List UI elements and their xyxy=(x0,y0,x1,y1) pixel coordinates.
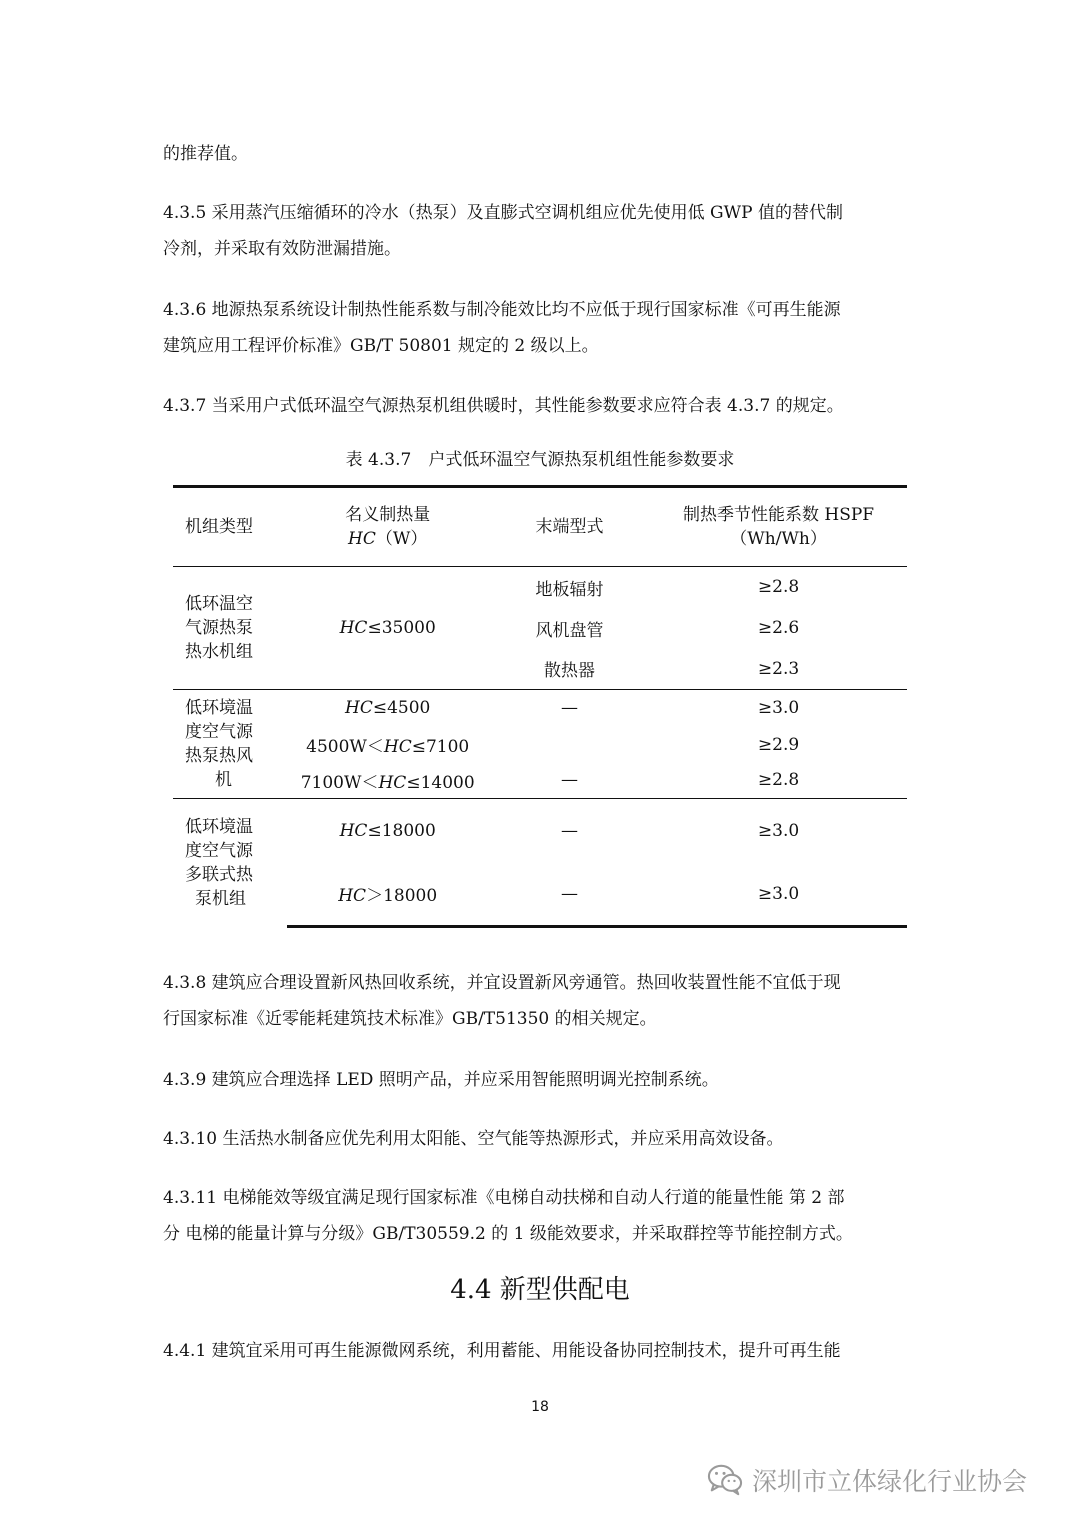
type-line: 多联式热 xyxy=(185,864,253,885)
header-terminal-type: 末端型式 xyxy=(489,487,650,567)
hc-suffix: ≤4500 xyxy=(372,698,431,719)
cell-heating-capacity xyxy=(287,799,489,863)
text-line: 冷剂，并采取有效防泄漏措施。 xyxy=(163,239,401,259)
type-line: 机 xyxy=(215,770,232,790)
page-number: 18 xyxy=(531,1399,549,1415)
hc-symbol: HC xyxy=(345,698,373,719)
cell-hspf: ≥2.9 xyxy=(757,734,800,755)
text-line: 4.4.1 建筑宜采用可再生能源微网系统，利用蓄能、用能设备协同控制技术，提升可再生能 xyxy=(163,1341,841,1361)
cell-hspf: ≥3.0 xyxy=(650,690,907,727)
text-line: 4.3.10 生活热水制备应优先利用太阳能、空气能等热源形式，并应采用高效设备。 xyxy=(163,1129,784,1149)
cell-terminal: — xyxy=(560,770,578,791)
cell-terminal xyxy=(489,727,650,763)
group-hot-water-heat-pump xyxy=(173,567,907,690)
paragraph-recommended-value xyxy=(163,136,918,172)
paragraph-4-4-1 xyxy=(163,1333,918,1369)
hc-suffix: ≤7100 xyxy=(411,737,470,757)
type-line: 低环境温 xyxy=(185,816,253,837)
cell-terminal: — xyxy=(489,799,650,863)
cell-terminal: 散热器 xyxy=(543,661,595,682)
cell-heating-capacity xyxy=(287,763,489,799)
hc-suffix: ≤18000 xyxy=(367,820,436,841)
text-line: 4.3.9 建筑应合理选择 LED 照明产品，并应采用智能照明调光控制系统。 xyxy=(163,1070,719,1090)
hc-suffix: ≤14000 xyxy=(406,772,475,793)
group-hot-air-heat-pump xyxy=(173,690,907,799)
group-multi-split-heat-pump xyxy=(173,799,907,927)
paragraph-4-3-7 xyxy=(163,388,918,424)
paragraph-4-3-11 xyxy=(163,1180,918,1252)
type-line: 泵机组 xyxy=(195,888,246,909)
hc-symbol: HC xyxy=(339,820,368,841)
wechat-icon xyxy=(706,1463,744,1497)
cell-hspf: ≥3.0 xyxy=(650,863,907,927)
watermark xyxy=(706,1458,1056,1502)
text-line: 4.3.6 地源热泵系统设计制热性能系数与制冷能效比均不应低于现行国家标准《可再生能源 xyxy=(163,300,841,320)
cell-hspf: ≥2.8 xyxy=(757,770,800,791)
header-unit-type: 机组类型 xyxy=(173,487,287,567)
paragraph-4-3-6 xyxy=(163,292,918,364)
hc-value: 35000 xyxy=(381,618,436,638)
type-line: 度空气源 xyxy=(185,840,253,861)
header-rated-heating-capacity xyxy=(287,487,489,567)
cell-unit-type xyxy=(173,799,287,927)
watermark-text: 深圳市立体绿化行业协会 xyxy=(752,1467,1028,1496)
type-line: 低环温空 xyxy=(185,594,253,614)
hc-symbol: HC xyxy=(383,737,412,757)
text-line: 的推荐值。 xyxy=(163,144,248,164)
cell-terminal: 风机盘管 xyxy=(535,620,604,641)
section-heading: 4.4 新型供配电 xyxy=(450,1275,630,1305)
text-line: 4.3.8 建筑应合理设置新风热回收系统，并宜设置新风旁通管。热回收装置性能不宜低于现 xyxy=(163,973,841,993)
cell-heating-capacity xyxy=(287,690,489,727)
header-hc-title: 名义制热量 xyxy=(345,505,431,525)
header-hspf-unit: （Wh/Wh） xyxy=(730,529,827,549)
paragraph-4-3-10 xyxy=(163,1121,918,1157)
hc-symbol: HC xyxy=(339,618,368,638)
text-line: 4.3.7 当采用户式低环温空气源热泵机组供暖时，其性能参数要求应符合表 4.3.7 的规定。 xyxy=(163,396,844,416)
hc-prefix: 7100W＜ xyxy=(300,772,379,793)
cell-terminal: 地板辐射 xyxy=(489,567,650,608)
hc-condition: ≤35000 xyxy=(367,618,436,638)
header-hc-symbol: HC xyxy=(348,529,376,549)
table-row xyxy=(173,799,907,863)
paragraph-4-3-5 xyxy=(163,195,918,267)
cell-hspf: ≥2.6 xyxy=(757,618,800,638)
text-line: 行国家标准《近零能耗建筑技术标准》GB/T51350 的相关规定。 xyxy=(163,1009,657,1029)
table-row xyxy=(173,567,907,608)
table-caption: 表 4.3.7 户式低环温空气源热泵机组性能参数要求 xyxy=(345,450,735,470)
cell-terminal: — xyxy=(489,690,650,727)
text-line: 4.3.5 采用蒸汽压缩循环的冷水（热泵）及直膨式空调机组应优先使用低 GWP 值的替代制 xyxy=(163,203,843,223)
type-line: 度空气源 xyxy=(185,722,253,742)
text-line: 4.3.11 电梯能效等级宜满足现行国家标准《电梯自动扶梯和自动人行道的能量性能 第 2 部 xyxy=(163,1188,845,1208)
cell-heating-capacity xyxy=(287,567,489,690)
heat-pump-performance-table xyxy=(173,485,907,928)
text-line: 建筑应用工程评价标准》GB/T 50801 规定的 2 级以上。 xyxy=(163,336,599,356)
hc-prefix: 4500W＜ xyxy=(306,737,384,757)
type-line: 热泵热风 xyxy=(185,746,253,766)
cell-unit-type xyxy=(173,690,287,799)
cell-hspf: ≥2.8 xyxy=(650,567,907,608)
header-hc-unit: （W） xyxy=(375,529,428,549)
hc-suffix: ＞18000 xyxy=(366,886,438,907)
header-hspf-title: 制热季节性能系数 HSPF xyxy=(682,505,875,525)
cell-hspf: ≥2.3 xyxy=(757,658,800,679)
hc-symbol: HC xyxy=(338,886,367,907)
header-hspf xyxy=(650,487,907,567)
type-line: 热水机组 xyxy=(185,642,253,662)
hc-symbol: HC xyxy=(378,772,407,793)
paragraph-4-3-9 xyxy=(163,1062,918,1098)
cell-heating-capacity xyxy=(287,727,489,763)
cell-heating-capacity xyxy=(287,863,489,927)
table-row xyxy=(173,690,907,727)
paragraph-4-3-8 xyxy=(163,965,918,1037)
type-line: 气源热泵 xyxy=(185,618,253,638)
type-line: 低环境温 xyxy=(185,698,253,718)
table-header-row xyxy=(173,487,907,567)
text-line: 分 电梯的能量计算与分级》GB/T30559.2 的 1 级能效要求，并采取群控等节能控制方式。 xyxy=(163,1224,853,1244)
cell-terminal: — xyxy=(489,863,650,927)
cell-unit-type xyxy=(173,567,287,690)
cell-hspf: ≥3.0 xyxy=(650,799,907,863)
